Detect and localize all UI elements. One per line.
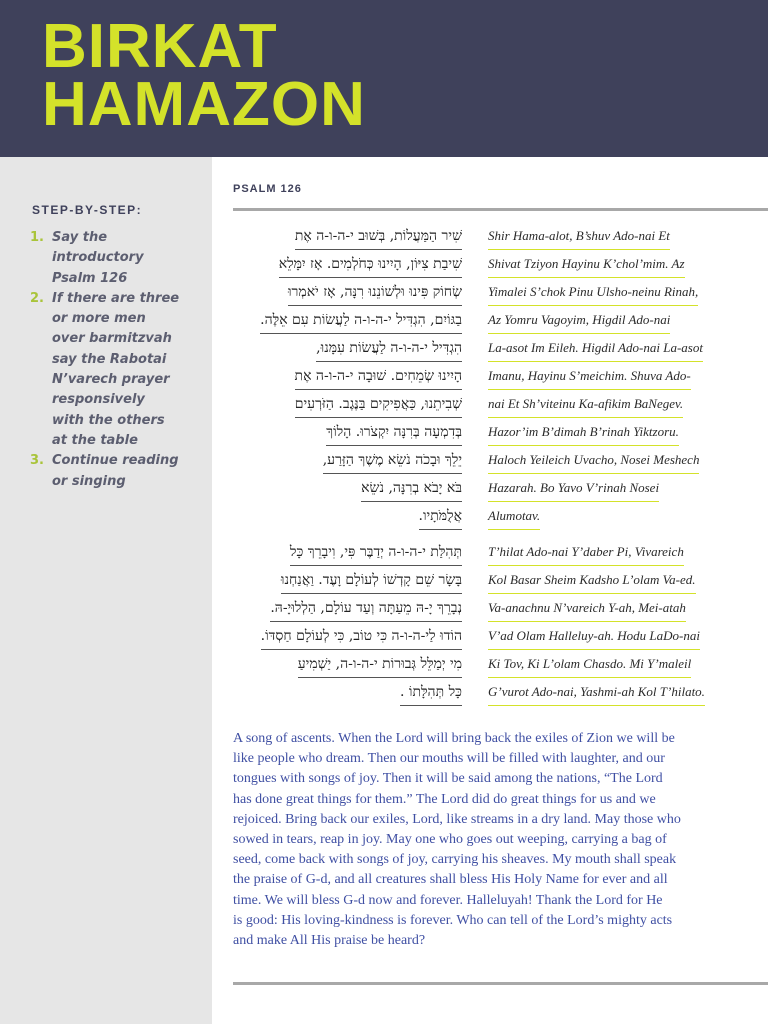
- hebrew-line: כָּל תְּהִלָּתוֹ .: [232, 679, 462, 707]
- hebrew-line: אֲלֻמֹּתָיו.: [232, 503, 462, 531]
- step-item: [30, 451, 198, 492]
- hebrew-line: שִׁיר הַמַּעֲלוֹת, בְּשׁוּב י-ה-ו-ה אֶת: [232, 223, 462, 251]
- hebrew-line: יֵלֵךְ וּבָכֹה נֹשֵׂא מֶשֶׁךְ הַזָּרַע,: [232, 447, 462, 475]
- step-text-line: If there are three: [52, 290, 180, 306]
- transliteration-line: Alumotav.: [488, 503, 730, 531]
- step-item: [30, 289, 198, 451]
- step-item: [30, 228, 198, 289]
- hebrew-block-2: [232, 539, 462, 707]
- hebrew-line: נְבָרֵךְ יָ-הּ מֵעַתָּה וְעַד עוֹלָם, הַלְלוּיָ-הּ.: [232, 595, 462, 623]
- hebrew-line: שְׁבִיתֵנוּ, כַּאֲפִיקִים בַּנֶּגֶב. הַזֹּרְעִים: [232, 391, 462, 419]
- transliteration-block-1: [488, 223, 730, 531]
- hebrew-line: בְּדִמְעָה בְּרִנָּה יִקְצֹרוּ. הָלוֹךְ: [232, 419, 462, 447]
- step-number: 2.: [30, 290, 44, 306]
- transliteration-line: V’ad Olam Halleluy-ah. Hodu LaDo-nai: [488, 623, 730, 651]
- translation-line: has done great things for them.” The Lord did do great things for us and we: [233, 791, 656, 807]
- hebrew-line: מִי יְמַלֵּל גְּבוּרוֹת י-ה-ו-ה, יַשְׁמִיעַ: [232, 651, 462, 679]
- transliteration-line: Shivat Tziyon Hayinu K’chol’mim. Az: [488, 251, 730, 279]
- transliteration-line: G’vurot Ado-nai, Yashmi-ah Kol T’hilato.: [488, 679, 730, 707]
- translation-line: A song of ascents. When the Lord will bring back the exiles of Zion we will be: [233, 731, 675, 746]
- english-translation: [233, 729, 733, 951]
- step-text-line: Say the: [52, 230, 108, 245]
- translation-line: like people who dream. Then our mouths will be filled with laughter, and our: [233, 751, 665, 767]
- transliteration-line: T’hilat Ado-nai Y’daber Pi, Vivareich: [488, 539, 730, 567]
- translation-line: rejoiced. Bring back our exiles, Lord, like streams in a dry land. May those who: [233, 811, 681, 827]
- header-banner: [0, 0, 768, 157]
- step-text-line: introductory: [52, 250, 144, 266]
- hebrew-line: הוֹדוּ לַי-ה-ו-ה כִּי טוֹב, כִּי לְעוֹלָם חַסְדּוֹ.: [232, 623, 462, 651]
- title-line-1: BIRKAT: [42, 12, 278, 81]
- translation-line: the praise of G-d, and all creatures shall bless His Holy Name for ever and all: [233, 872, 668, 888]
- page-title: [42, 12, 366, 139]
- hebrew-line: בַגּוֹיִם, הִגְדִּיל י-ה-ו-ה לַעֲשׂוֹת עִם אֵלֶּה.: [232, 307, 462, 335]
- translation-line: sowed in tears, reap in joy. May one who goes out weeping, carrying a bag of: [233, 832, 667, 848]
- transliteration-line: Hazor’im B’dimah B’rinah Yiktzoru.: [488, 419, 730, 447]
- hebrew-line: שִׁיבַת צִיּוֹן, הָיִינוּ כְּחֹלְמִים. אָז יִמָּלֵא: [232, 251, 462, 279]
- translation-line: time. We will bless G-d now and forever. Halleluyah! Thank the Lord for He: [233, 892, 663, 908]
- transliteration-line: Az Yomru Vagoyim, Higdil Ado-nai: [488, 307, 730, 335]
- step-text: [52, 228, 144, 289]
- bottom-divider: [233, 982, 768, 985]
- top-divider: [233, 208, 768, 211]
- section-label: PSALM 126: [233, 183, 302, 195]
- sidebar: [0, 157, 212, 1024]
- step-text-line: at the table: [52, 432, 138, 448]
- transliteration-line: Va-anachnu N’vareich Y-ah, Mei-atah: [488, 595, 730, 623]
- step-text-line: N’varech prayer: [52, 372, 170, 388]
- step-text-line: responsively: [52, 392, 145, 408]
- transliteration-block-2: [488, 539, 730, 707]
- hebrew-block-1: [232, 223, 462, 531]
- step-text-line: with the others: [52, 412, 165, 428]
- step-text-line: Continue reading: [52, 453, 179, 469]
- step-number: 3.: [30, 453, 44, 469]
- step-text-line: Psalm 126: [52, 270, 128, 286]
- translation-line: tongues with songs of joy. Then it will be said among the nations, “The Lord: [233, 771, 663, 787]
- transliteration-line: Ki Tov, Ki L’olam Chasdo. Mi Y’maleil: [488, 651, 730, 679]
- translation-line: is good: His loving-kindness is forever. Who can tell of the Lord’s mighty acts: [233, 912, 673, 928]
- step-text: [52, 451, 179, 492]
- transliteration-line: Haloch Yeileich Uvacho, Nosei Meshech: [488, 447, 730, 475]
- step-text: [52, 289, 179, 451]
- transliteration-line: Shir Hama-alot, B’shuv Ado-nai Et: [488, 223, 730, 251]
- transliteration-line: nai Et Sh’viteinu Ka-afikim BaNegev.: [488, 391, 730, 419]
- title-line-2: HAMAZON: [42, 70, 366, 139]
- hebrew-line: הָיִינוּ שְׂמֵחִים. שׁוּבָה י-ה-ו-ה אֶת: [232, 363, 462, 391]
- hebrew-line: הִגְדִּיל י-ה-ו-ה לַעֲשׂוֹת עִמָּנוּ,: [232, 335, 462, 363]
- hebrew-line: שְׂחוֹק פִּינוּ וּלְשׁוֹנֵנוּ רִנָּה, אָז יֹאמְרוּ: [232, 279, 462, 307]
- step-text-line: or more men: [52, 311, 146, 327]
- hebrew-line: בֹּא יָבֹא בְרִנָּה, נֹשֵׂא: [232, 475, 462, 503]
- step-text-line: or singing: [52, 473, 126, 489]
- step-text-line: over barmitzvah: [52, 331, 172, 347]
- steps-list: [30, 228, 198, 492]
- step-text-line: say the Rabotai: [52, 351, 167, 367]
- transliteration-line: Yimalei S’chok Pinu Ulsho-neinu Rinah,: [488, 279, 730, 307]
- hebrew-line: תְּהִלַּת י-ה-ו-ה יְדַבֶּר פִּי, וִיבָרֵךְ כָּל: [232, 539, 462, 567]
- transliteration-line: Kol Basar Sheim Kadsho L’olam Va-ed.: [488, 567, 730, 595]
- translation-line: seed, come back with songs of joy, carrying his sheaves. My mouth shall speak: [233, 852, 677, 868]
- sidebar-heading: STEP-BY-STEP:: [32, 203, 143, 217]
- main-content: [212, 157, 768, 1024]
- transliteration-line: Imanu, Hayinu S’meichim. Shuva Ado-: [488, 363, 730, 391]
- step-number: 1.: [30, 230, 44, 245]
- transliteration-line: La-asot Im Eileh. Higdil Ado-nai La-asot: [488, 335, 730, 363]
- hebrew-line: בָּשָׂר שֵׁם קָדְשׁוֹ לְעוֹלָם וָעֶד. וַאֲנַחְנוּ: [232, 567, 462, 595]
- transliteration-line: Hazarah. Bo Yavo V’rinah Nosei: [488, 475, 730, 503]
- translation-line: and make All His praise be heard?: [233, 933, 426, 949]
